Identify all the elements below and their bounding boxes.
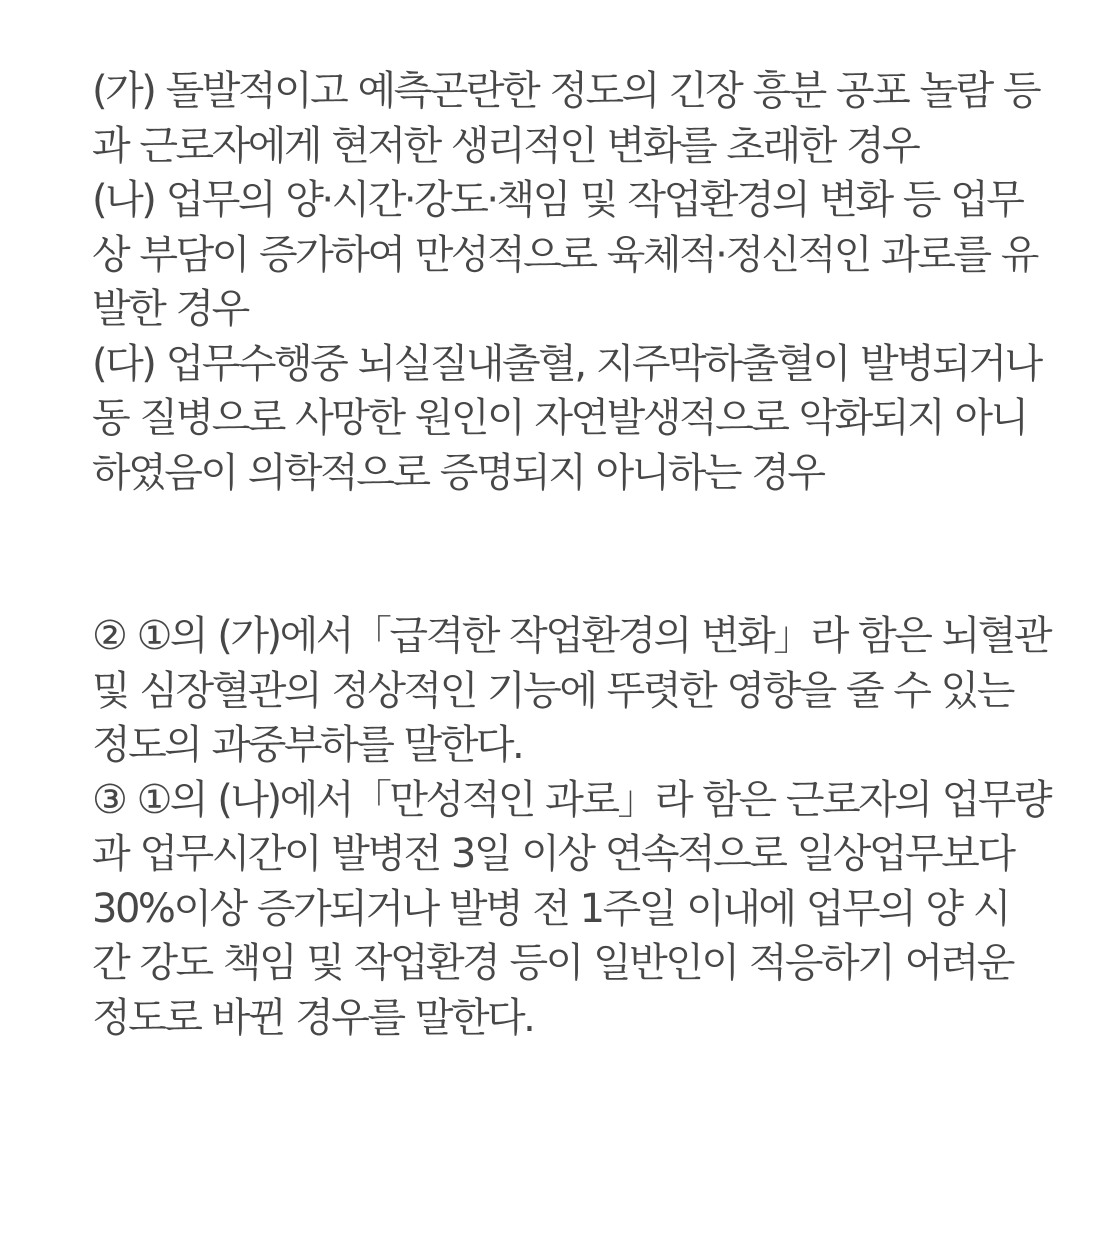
text-line: 정도의 과중부하를 말한다. [92, 722, 523, 768]
paragraph-criteria [92, 64, 1052, 500]
text-line: 및 심장혈관의 정상적인 기능에 뚜렷한 영향을 줄 수 있는 [92, 667, 1013, 714]
paragraph-spacer [92, 500, 1052, 609]
paragraph-definitions [92, 609, 1052, 1045]
text-line: 과 근로자에게 현저한 생리적인 변화를 초래한 경우 [92, 122, 919, 169]
text-line: 30%이상 증가되거나 발병 전 1주일 이내에 업무의 양 시 [92, 885, 1009, 932]
text-line: 발한 경우 [92, 286, 248, 332]
text-line: ③ ①의 (나)에서「만성적인 과로」라 함은 근로자의 업무량 [92, 776, 1051, 823]
text-line: (다) 업무수행중 뇌실질내출혈, 지주막하출혈이 발병되거나 [92, 340, 1041, 387]
text-line: 상 부담이 증가하여 만성적으로 육체적·정신적인 과로를 유 [92, 231, 1037, 278]
text-line: (나) 업무의 양·시간·강도·책임 및 작업환경의 변화 등 업무 [92, 177, 1023, 223]
text-line: ② ①의 (가)에서「급격한 작업환경의 변화」라 함은 뇌혈관 [92, 613, 1051, 659]
text-line: 동 질병으로 사망한 원인이 자연발생적으로 악화되지 아니 [92, 395, 1027, 441]
text-line: 정도로 바뀐 경우를 말한다. [92, 994, 534, 1041]
text-line: 과 업무시간이 발병전 3일 이상 연속적으로 일상업무보다 [92, 831, 1014, 877]
text-line: 간 강도 책임 및 작업환경 등이 일반인이 적응하기 어려운 [92, 940, 1013, 986]
text-line: (가) 돌발적이고 예측곤란한 정도의 긴장 흥분 공포 놀람 등 [92, 68, 1040, 114]
text-line: 하였음이 의학적으로 증명되지 아니하는 경우 [92, 449, 824, 496]
document-body [92, 64, 1052, 1045]
